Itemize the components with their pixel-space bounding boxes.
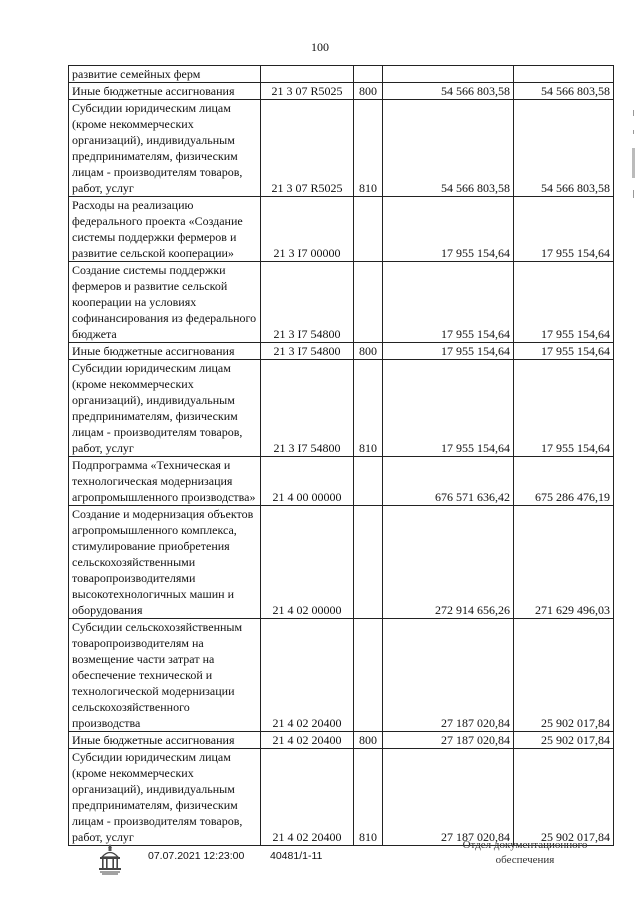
row-csr-cell: 21 4 02 20400 xyxy=(261,749,354,846)
table-row xyxy=(69,749,614,846)
row-name-cell: Создание системы поддержки фермеров и развитие сельской кооперации на условиях софинансирования из федерального бюджета xyxy=(69,262,261,343)
row-vr-cell: 800 xyxy=(354,83,383,100)
row-name-cell: Иные бюджетные ассигнования xyxy=(69,83,261,100)
row-csr-cell: 21 4 02 00000 xyxy=(261,506,354,619)
table-row xyxy=(69,83,614,100)
row-csr-cell: 21 3 07 R5025 xyxy=(261,100,354,197)
row-name-cell: Расходы на реализацию федерального проекта «Создание системы поддержки фермеров и развитие сельской кооперации» xyxy=(69,197,261,262)
table-row xyxy=(69,619,614,732)
row-sum1-cell xyxy=(383,66,514,83)
row-vr-cell xyxy=(354,506,383,619)
row-name-cell: Субсидии юридическим лицам (кроме некоммерческих организаций), индивидуальным предпринимателям, физическим лицам - производителям товаров, работ, услуг xyxy=(69,100,261,197)
row-sum2-cell: 54 566 803,58 xyxy=(514,100,614,197)
row-vr-cell xyxy=(354,619,383,732)
row-sum1-cell: 676 571 636,42 xyxy=(383,457,514,506)
footer-department-stamp xyxy=(440,838,610,868)
row-sum2-cell: 17 955 154,64 xyxy=(514,343,614,360)
footer-doc-number: 40481/1-11 xyxy=(270,850,323,862)
row-name-cell: Иные бюджетные ассигнования xyxy=(69,343,261,360)
row-vr-cell xyxy=(354,66,383,83)
table-row xyxy=(69,506,614,619)
page-number: 100 xyxy=(311,40,329,54)
row-sum2-cell: 25 902 017,84 xyxy=(514,619,614,732)
row-sum2-cell: 17 955 154,64 xyxy=(514,360,614,457)
table-row xyxy=(69,100,614,197)
row-vr-cell: 810 xyxy=(354,360,383,457)
row-sum2-cell: 25 902 017,84 xyxy=(514,732,614,749)
row-name-cell: Субсидии сельскохозяйственным товаропроизводителям на возмещение части затрат на обеспечение технической и технологической модернизации сельскохозяйственного производства xyxy=(69,619,261,732)
row-vr-cell: 800 xyxy=(354,732,383,749)
row-vr-cell xyxy=(354,457,383,506)
row-vr-cell: 810 xyxy=(354,100,383,197)
table-row xyxy=(69,262,614,343)
row-sum2-cell: 271 629 496,03 xyxy=(514,506,614,619)
table-row xyxy=(69,66,614,83)
row-name-cell: развитие семейных ферм xyxy=(69,66,261,83)
duma-emblem-icon xyxy=(96,842,124,876)
table-row xyxy=(69,457,614,506)
row-csr-cell: 21 3 I7 54800 xyxy=(261,262,354,343)
footer-dept-line2: обеспечения xyxy=(495,854,555,866)
table-row xyxy=(69,360,614,457)
row-name-cell: Подпрограмма «Техническая и технологическая модернизация агропромышленного производства» xyxy=(69,457,261,506)
row-sum2-cell: 25 902 017,84 xyxy=(514,749,614,846)
row-sum1-cell: 17 955 154,64 xyxy=(383,197,514,262)
row-vr-cell: 810 xyxy=(354,749,383,846)
row-csr-cell: 21 4 02 20400 xyxy=(261,619,354,732)
row-csr-cell: 21 3 I7 54800 xyxy=(261,360,354,457)
row-sum2-cell: 17 955 154,64 xyxy=(514,262,614,343)
row-sum1-cell: 27 187 020,84 xyxy=(383,619,514,732)
footer-dept-line1: Отдел документационного xyxy=(462,839,588,851)
row-sum2-cell xyxy=(514,66,614,83)
page-footer xyxy=(0,838,640,898)
row-sum1-cell: 272 914 656,26 xyxy=(383,506,514,619)
row-sum2-cell: 54 566 803,58 xyxy=(514,83,614,100)
row-name-cell: Субсидии юридическим лицам (кроме некоммерческих организаций), индивидуальным предпринимателям, физическим лицам - производителям товаров, работ, услуг xyxy=(69,749,261,846)
row-sum1-cell: 54 566 803,58 xyxy=(383,83,514,100)
row-vr-cell xyxy=(354,197,383,262)
row-name-cell: Создание и модернизация объектов агропромышленного комплекса, стимулирование приобретения сельскохозяйственными товаропроизводителями высокотехнологичных машин и оборудования xyxy=(69,506,261,619)
row-sum1-cell: 54 566 803,58 xyxy=(383,100,514,197)
row-sum1-cell: 17 955 154,64 xyxy=(383,262,514,343)
row-csr-cell: 21 3 I7 00000 xyxy=(261,197,354,262)
row-sum1-cell: 17 955 154,64 xyxy=(383,360,514,457)
footer-datetime: 07.07.2021 12:23:00 xyxy=(148,850,245,862)
row-csr-cell: 21 3 07 R5025 xyxy=(261,83,354,100)
row-sum1-cell: 27 187 020,84 xyxy=(383,732,514,749)
row-vr-cell xyxy=(354,262,383,343)
row-csr-cell: 21 3 I7 54800 xyxy=(261,343,354,360)
table-row xyxy=(69,732,614,749)
row-sum2-cell: 675 286 476,19 xyxy=(514,457,614,506)
row-name-cell: Субсидии юридическим лицам (кроме некоммерческих организаций), индивидуальным предпринимателям, физическим лицам - производителям товаров, работ, услуг xyxy=(69,360,261,457)
row-sum1-cell: 27 187 020,84 xyxy=(383,749,514,846)
row-csr-cell xyxy=(261,66,354,83)
row-csr-cell: 21 4 02 20400 xyxy=(261,732,354,749)
table-row xyxy=(69,343,614,360)
budget-table-body xyxy=(69,66,614,846)
row-name-cell: Иные бюджетные ассигнования xyxy=(69,732,261,749)
scan-edge-marks xyxy=(630,100,638,240)
row-sum1-cell: 17 955 154,64 xyxy=(383,343,514,360)
row-vr-cell: 800 xyxy=(354,343,383,360)
budget-table xyxy=(68,65,614,846)
row-csr-cell: 21 4 00 00000 xyxy=(261,457,354,506)
row-sum2-cell: 17 955 154,64 xyxy=(514,197,614,262)
table-row xyxy=(69,197,614,262)
